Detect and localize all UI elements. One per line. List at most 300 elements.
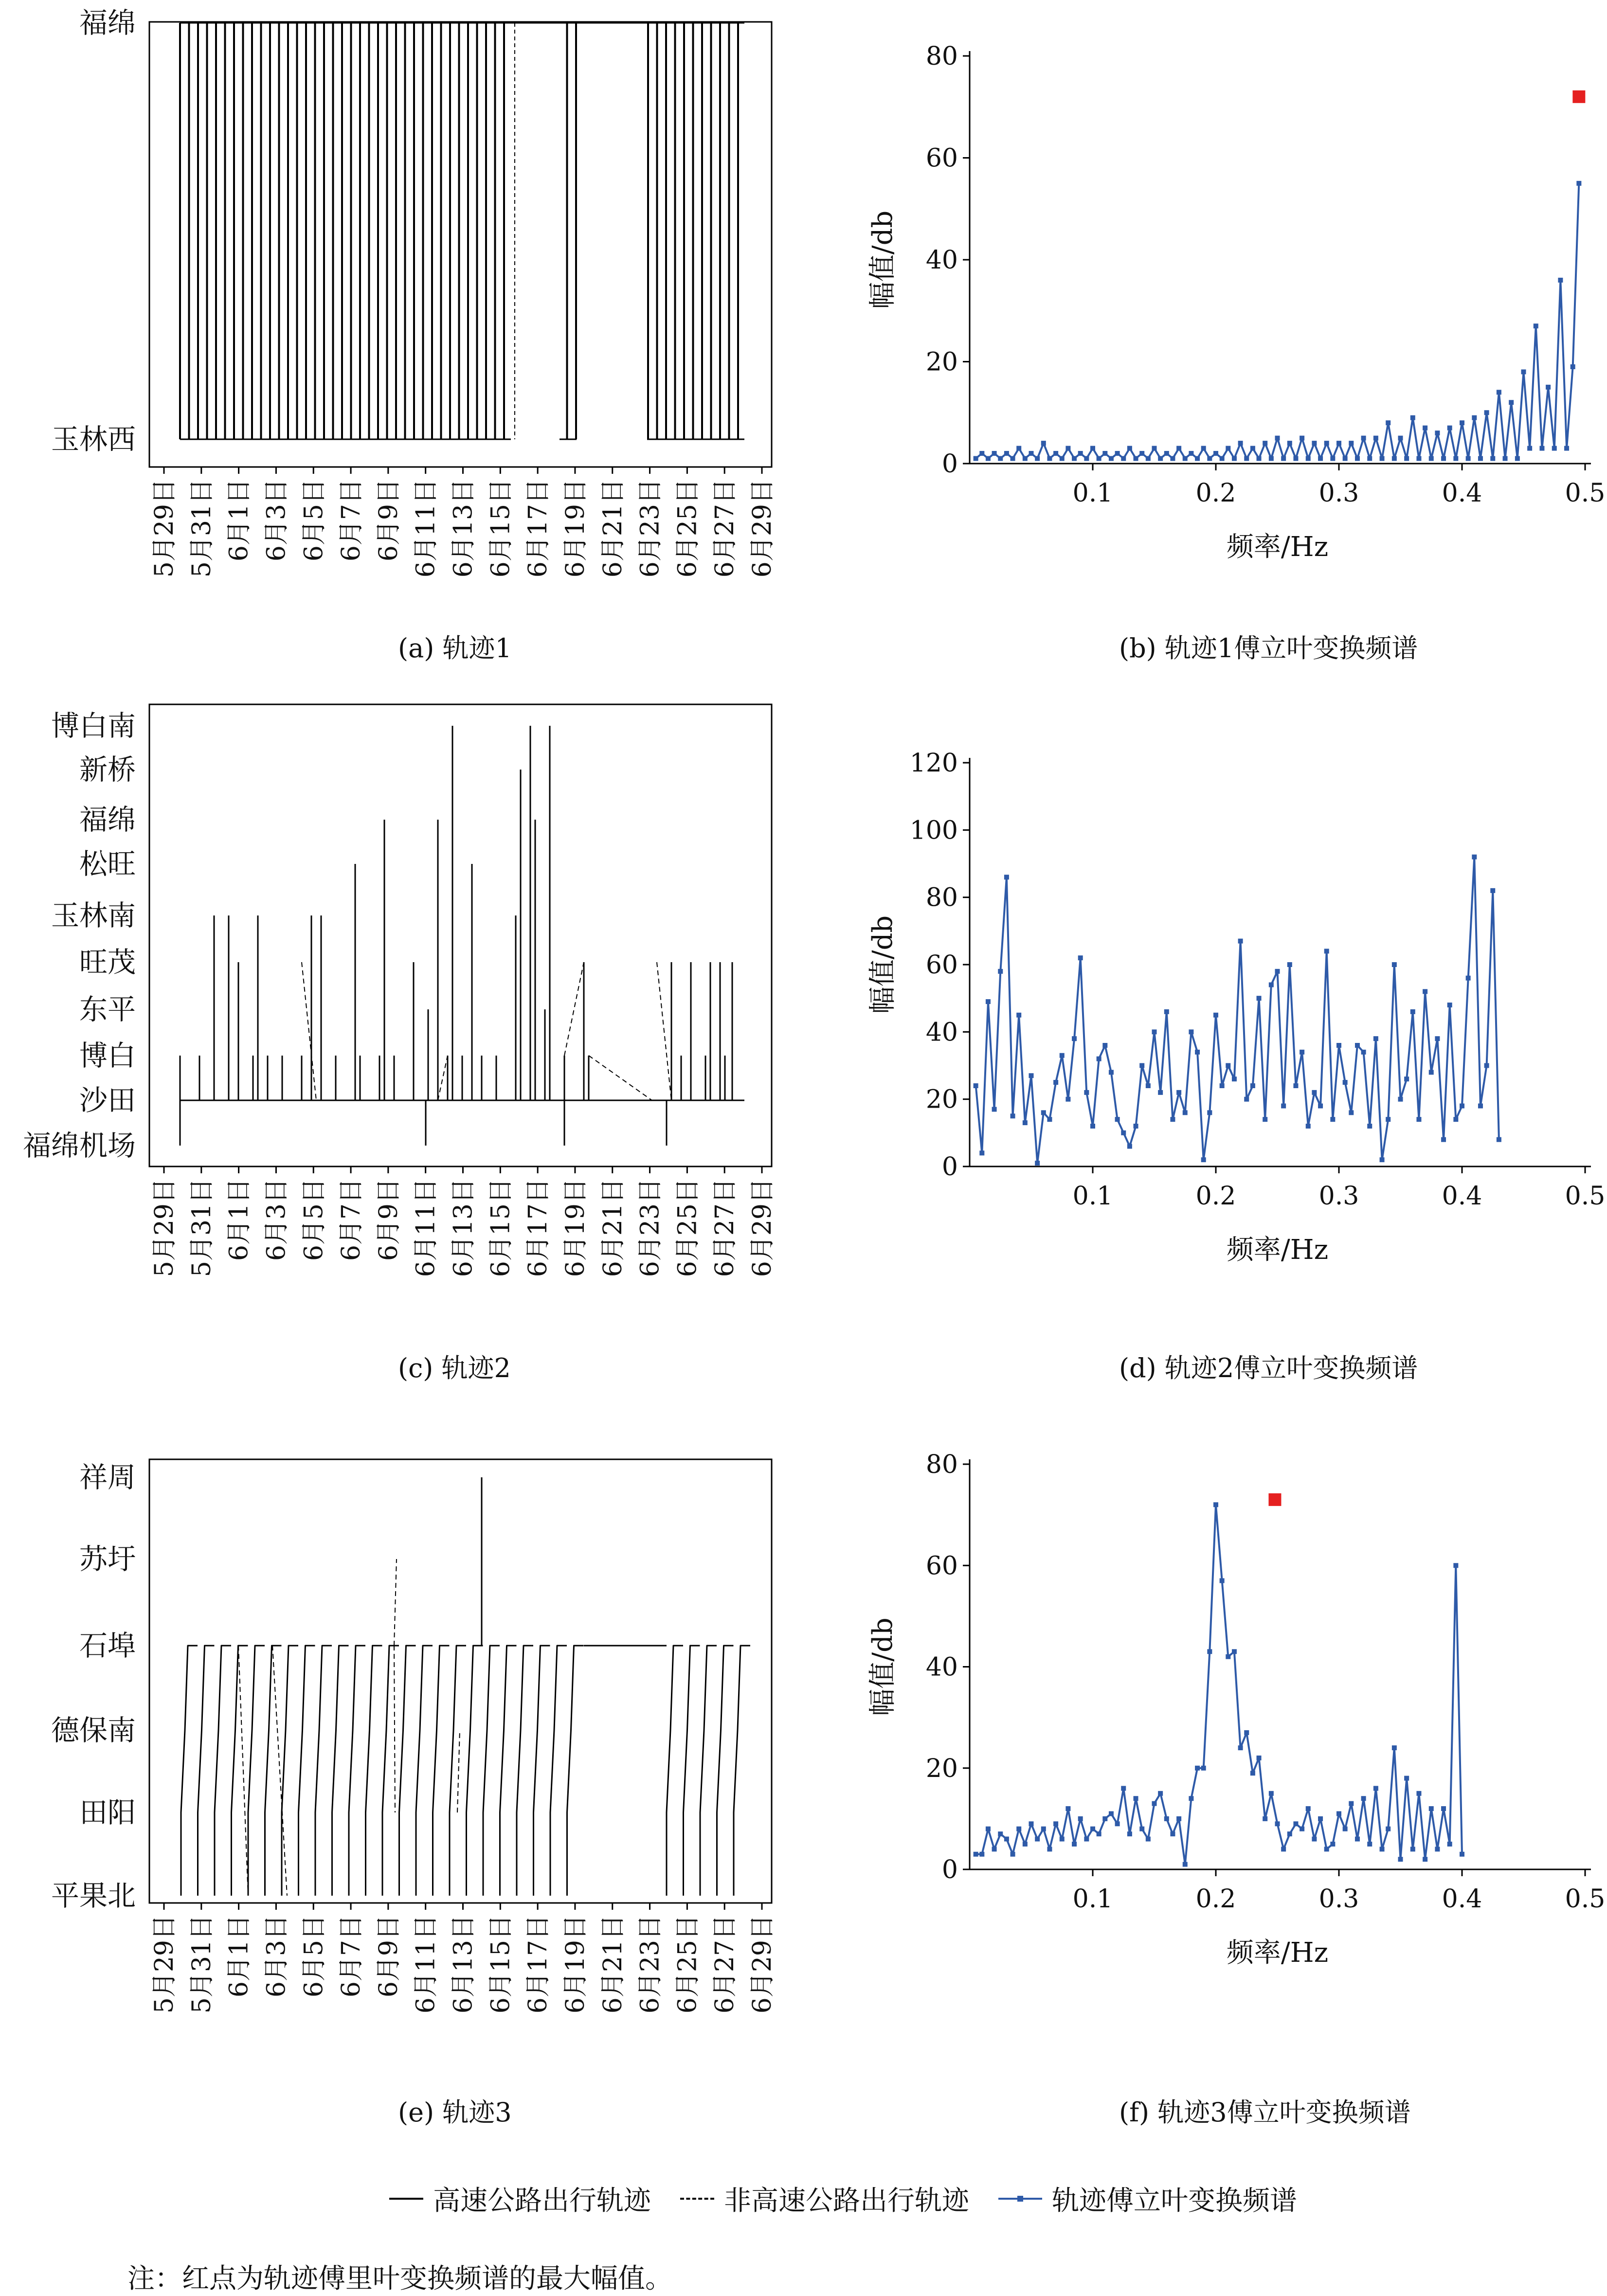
spectrum-point xyxy=(1060,1053,1065,1058)
spectrum-point xyxy=(1472,415,1477,420)
spectrum-point xyxy=(1330,456,1335,461)
spectrum-point xyxy=(1232,1649,1237,1654)
date-label: 5月31日 xyxy=(187,479,217,578)
spectrum-line xyxy=(976,1505,1462,1864)
spectrum-point xyxy=(1404,456,1409,461)
spectrum-point xyxy=(1429,456,1434,461)
spectrum-point xyxy=(1435,1036,1440,1041)
spectrum-point xyxy=(1263,441,1267,446)
spectrum-point xyxy=(1355,1837,1360,1842)
date-label: 6月15日 xyxy=(486,479,516,578)
spectrum-point xyxy=(1004,875,1009,879)
highway-dwell-lines xyxy=(180,23,744,439)
y-tick-label: 0 xyxy=(941,449,958,479)
spectrum-point xyxy=(1109,456,1114,461)
spectrum-point xyxy=(1576,181,1581,186)
spectrum-point xyxy=(1164,451,1169,456)
date-label: 6月1日 xyxy=(224,479,254,562)
spectrum-point xyxy=(1515,456,1520,461)
spectrum-point xyxy=(1423,426,1427,430)
legend-spectrum-label: 轨迹傅立叶变换频谱 xyxy=(1052,2185,1297,2217)
station-label: 德保南 xyxy=(51,1714,136,1747)
spectrum-point xyxy=(1287,1831,1292,1836)
x-axis-label: 频率/Hz xyxy=(1226,1937,1329,1969)
spectrum-point xyxy=(1047,456,1052,461)
spectrum-point xyxy=(1398,1097,1403,1102)
spectrum-point xyxy=(1336,1811,1341,1816)
spectrum-point xyxy=(1176,446,1181,451)
spectrum-point xyxy=(1072,456,1077,461)
date-label: 6月11日 xyxy=(411,1915,441,2014)
date-label: 6月9日 xyxy=(374,479,403,562)
spectrum-point xyxy=(1429,1806,1434,1811)
spectrum-point xyxy=(1355,1043,1360,1048)
spectrum-point xyxy=(1115,451,1120,456)
spectrum-point xyxy=(1029,1073,1034,1078)
date-label: 6月9日 xyxy=(374,1915,403,1998)
spectrum-point xyxy=(1121,456,1126,461)
spectrum-point xyxy=(1275,436,1280,441)
date-label: 5月31日 xyxy=(187,1178,217,1277)
spectrum-point xyxy=(1207,456,1212,461)
spectrum-point xyxy=(1552,446,1557,451)
spectrum-point xyxy=(1521,369,1526,374)
spectrum-point xyxy=(1029,1821,1034,1826)
spectrum-point xyxy=(1423,1857,1427,1862)
spectrum-point xyxy=(1170,456,1175,461)
spectrum-point xyxy=(1232,1076,1237,1081)
spectrum-point xyxy=(974,1083,978,1088)
station-label: 玉林西 xyxy=(51,423,136,456)
panel-b-track1-spectrum xyxy=(867,42,1605,563)
spectrum-point xyxy=(1164,1009,1169,1014)
date-label: 6月19日 xyxy=(560,479,590,578)
spectrum-point xyxy=(1361,1050,1366,1055)
spectrum-point xyxy=(1367,1842,1372,1847)
spectrum-point xyxy=(1392,1745,1397,1750)
spectrum-point xyxy=(1201,1157,1206,1162)
legend-highway-label: 高速公路出行轨迹 xyxy=(433,2185,651,2217)
spectrum-point xyxy=(992,1847,997,1851)
peak-marker xyxy=(1572,90,1585,103)
highway-trip-lines xyxy=(181,1477,750,1896)
spectrum-point xyxy=(1127,1831,1132,1836)
spectrum-point xyxy=(1373,1036,1378,1041)
x-tick-label: 0.5 xyxy=(1565,1182,1606,1211)
spectrum-point xyxy=(1336,441,1341,446)
spectrum-point xyxy=(1109,1811,1114,1816)
spectrum-point xyxy=(1380,1157,1385,1162)
spectrum-point xyxy=(1084,1090,1089,1095)
spectrum-point xyxy=(1023,1842,1028,1847)
spectrum-point xyxy=(998,969,1003,974)
y-tick-label: 80 xyxy=(925,883,958,913)
spectrum-point xyxy=(1250,1771,1255,1776)
spectrum-point xyxy=(1090,446,1095,451)
spectrum-point xyxy=(1213,1013,1218,1018)
date-label: 6月21日 xyxy=(598,1915,628,2014)
spectrum-point xyxy=(1361,1796,1366,1801)
spectrum-point xyxy=(1139,1063,1144,1068)
y-axis-label: 幅值/db xyxy=(867,210,899,309)
spectrum-point xyxy=(1035,456,1040,461)
spectrum-point xyxy=(1300,1827,1304,1831)
spectrum-point xyxy=(1293,1821,1298,1826)
spectrum-point xyxy=(1509,400,1514,405)
spectrum-point xyxy=(1441,1806,1446,1811)
spectrum-point xyxy=(986,1827,991,1831)
spectrum-point xyxy=(1170,1117,1175,1122)
spectrum-point xyxy=(1011,1113,1015,1118)
date-label: 6月23日 xyxy=(635,1178,665,1277)
panel-c-track2 xyxy=(23,704,777,1277)
spectrum-point xyxy=(1373,1786,1378,1791)
y-tick-label: 60 xyxy=(925,1551,958,1581)
date-label: 6月5日 xyxy=(299,1915,329,1998)
spectrum-point xyxy=(979,1150,984,1155)
spectrum-point xyxy=(1318,456,1323,461)
spectrum-point xyxy=(1152,446,1157,451)
spectrum-point xyxy=(1349,1801,1354,1806)
spectrum-point xyxy=(998,1831,1003,1836)
spectrum-point xyxy=(1139,1827,1144,1831)
x-tick-label: 0.3 xyxy=(1318,479,1359,508)
spectrum-point xyxy=(1416,456,1421,461)
spectrum-point xyxy=(1029,451,1034,456)
spectrum-point xyxy=(1189,451,1193,456)
spectrum-point xyxy=(1158,1090,1163,1095)
spectrum-point xyxy=(1429,1070,1434,1075)
date-label: 6月17日 xyxy=(524,1178,553,1277)
date-label: 6月5日 xyxy=(299,1178,329,1261)
spectrum-point xyxy=(1072,1842,1077,1847)
spectrum-point xyxy=(1065,1097,1070,1102)
spectrum-point xyxy=(1047,1847,1052,1851)
date-label: 6月3日 xyxy=(262,479,291,562)
date-label: 6月17日 xyxy=(524,1915,553,2014)
y-tick-label: 0 xyxy=(941,1855,958,1884)
spectrum-point xyxy=(1441,456,1446,461)
caption-c: (c) 轨迹2 xyxy=(398,1353,511,1383)
spectrum-point xyxy=(992,1107,997,1112)
spectrum-point xyxy=(1416,1791,1421,1796)
x-tick-label: 0.2 xyxy=(1195,479,1236,508)
spectrum-point xyxy=(1060,1837,1065,1842)
spectrum-point xyxy=(1226,1063,1230,1068)
plot-frame xyxy=(149,1459,772,1903)
spectrum-point xyxy=(1306,1806,1311,1811)
date-label: 6月25日 xyxy=(673,479,703,578)
spectrum-point xyxy=(1047,1117,1052,1122)
caption-d: (d) 轨迹2傅立叶变换频谱 xyxy=(1119,1353,1418,1383)
station-label: 沙田 xyxy=(79,1084,136,1117)
x-axis-label: 频率/Hz xyxy=(1226,531,1329,563)
spectrum-point xyxy=(974,456,978,461)
spectrum-point xyxy=(1466,976,1471,981)
plot-frame xyxy=(149,704,772,1166)
spectrum-point xyxy=(1300,436,1304,441)
spectrum-point xyxy=(1250,446,1255,451)
spectrum-point xyxy=(1398,436,1403,441)
spectrum-point xyxy=(1257,456,1262,461)
x-tick-label: 0.2 xyxy=(1195,1182,1236,1211)
spectrum-point xyxy=(1447,426,1452,430)
date-label: 6月19日 xyxy=(560,1178,590,1277)
spectrum-point xyxy=(1152,1801,1157,1806)
spectrum-point xyxy=(1004,1837,1009,1842)
spectrum-point xyxy=(1201,1766,1206,1771)
spectrum-point xyxy=(1386,1117,1390,1122)
spectrum-point xyxy=(1115,1821,1120,1826)
spectrum-point xyxy=(1226,446,1230,451)
spectrum-point xyxy=(1281,456,1286,461)
spectrum-point xyxy=(1349,441,1354,446)
date-label: 5月29日 xyxy=(150,1178,179,1277)
spectrum-point xyxy=(1158,456,1163,461)
date-label: 6月1日 xyxy=(224,1178,254,1261)
spectrum-point xyxy=(1503,456,1508,461)
spectrum-point xyxy=(1257,996,1262,1001)
station-label: 松旺 xyxy=(79,847,136,880)
date-label: 6月1日 xyxy=(224,1915,254,1998)
date-label: 6月3日 xyxy=(262,1915,291,1998)
spectrum-point xyxy=(1065,446,1070,451)
spectrum-point xyxy=(1546,385,1551,390)
y-tick-label: 80 xyxy=(925,1450,958,1479)
spectrum-point xyxy=(1060,456,1065,461)
spectrum-point xyxy=(1324,1847,1329,1851)
spectrum-point xyxy=(1306,1124,1311,1129)
y-tick-label: 60 xyxy=(925,144,958,173)
x-tick-label: 0.4 xyxy=(1442,1182,1482,1211)
spectrum-point xyxy=(1263,1816,1267,1821)
y-tick-label: 80 xyxy=(925,42,958,71)
spectrum-point xyxy=(986,456,991,461)
date-label: 6月29日 xyxy=(748,1178,777,1277)
spectrum-point xyxy=(1097,456,1101,461)
spectrum-point xyxy=(1571,364,1575,369)
station-label: 祥周 xyxy=(79,1461,136,1494)
spectrum-point xyxy=(1343,456,1348,461)
spectrum-point xyxy=(1121,1130,1126,1135)
spectrum-point xyxy=(1367,1124,1372,1129)
caption-b: (b) 轨迹1傅立叶变换频谱 xyxy=(1119,633,1418,664)
y-tick-label: 40 xyxy=(925,1018,958,1047)
x-tick-label: 0.4 xyxy=(1442,479,1482,508)
spectrum-point xyxy=(1324,441,1329,446)
spectrum-point xyxy=(1349,1110,1354,1115)
date-label: 6月11日 xyxy=(411,1178,441,1277)
x-tick-label: 0.1 xyxy=(1072,479,1113,508)
y-tick-label: 20 xyxy=(925,1085,958,1114)
spectrum-point xyxy=(1453,1117,1458,1122)
spectrum-point xyxy=(1527,446,1532,451)
spectrum-point xyxy=(979,1852,984,1857)
x-tick-label: 0.4 xyxy=(1442,1884,1482,1914)
panel-e-track3 xyxy=(51,1459,777,2013)
non-highway-trip-lines xyxy=(302,962,671,1100)
date-label: 6月11日 xyxy=(411,479,441,578)
spectrum-point xyxy=(1472,855,1477,860)
y-tick-label: 120 xyxy=(909,749,958,778)
spectrum-point xyxy=(1398,1857,1403,1862)
spectrum-point xyxy=(1386,420,1390,425)
x-tick-label: 0.5 xyxy=(1565,479,1606,508)
spectrum-point xyxy=(1195,1050,1200,1055)
date-label: 6月29日 xyxy=(748,479,777,578)
date-label: 5月29日 xyxy=(150,479,179,578)
spectrum-point xyxy=(1447,1842,1452,1847)
spectrum-point xyxy=(1139,451,1144,456)
date-label: 6月21日 xyxy=(598,479,628,578)
spectrum-point xyxy=(1102,451,1107,456)
spectrum-point xyxy=(1244,456,1249,461)
spectrum-point xyxy=(1423,989,1427,994)
spectrum-point xyxy=(1269,983,1274,987)
y-tick-label: 40 xyxy=(925,246,958,275)
spectrum-point xyxy=(1380,1847,1385,1851)
spectrum-point xyxy=(1164,1816,1169,1821)
spectrum-point xyxy=(1497,390,1501,395)
legend-non-highway-line xyxy=(680,2198,714,2200)
spectrum-point xyxy=(1435,1847,1440,1851)
spectrum-point xyxy=(1416,1117,1421,1122)
spectrum-point xyxy=(1293,456,1298,461)
spectrum-point xyxy=(1146,1837,1151,1842)
spectrum-point xyxy=(1367,456,1372,461)
spectrum-point xyxy=(1263,1117,1267,1122)
spectrum-point xyxy=(1176,1816,1181,1821)
spectrum-point xyxy=(1053,451,1058,456)
spectrum-point xyxy=(1534,323,1538,328)
spectrum-point xyxy=(1453,1563,1458,1568)
x-tick-label: 0.1 xyxy=(1072,1182,1113,1211)
spectrum-point xyxy=(1453,456,1458,461)
spectrum-point xyxy=(1281,1104,1286,1109)
caption-f: (f) 轨迹3傅立叶变换频谱 xyxy=(1119,2097,1411,2128)
y-tick-label: 40 xyxy=(925,1652,958,1682)
spectrum-point xyxy=(1016,1013,1021,1018)
spectrum-point xyxy=(1041,441,1046,446)
spectrum-point xyxy=(1090,1124,1095,1129)
x-tick-label: 0.3 xyxy=(1318,1884,1359,1914)
spectrum-point xyxy=(1232,456,1237,461)
spectrum-point xyxy=(1460,420,1464,425)
spectrum-point xyxy=(1269,1791,1274,1796)
spectrum-point xyxy=(1127,446,1132,451)
spectrum-point xyxy=(1011,1852,1015,1857)
spectrum-point xyxy=(1097,1057,1101,1061)
spectrum-point xyxy=(1213,1502,1218,1507)
y-tick-label: 20 xyxy=(925,347,958,377)
spectrum-point xyxy=(1404,1776,1409,1781)
spectrum-point xyxy=(1312,441,1317,446)
legend xyxy=(389,2179,1297,2218)
spectrum-point xyxy=(1121,1786,1126,1791)
spectrum-point xyxy=(1343,1827,1348,1831)
spectrum-point xyxy=(1183,1110,1188,1115)
spectrum-point xyxy=(1257,1756,1262,1760)
date-label: 6月7日 xyxy=(337,479,366,562)
spectrum-point xyxy=(1244,1730,1249,1735)
spectrum-point xyxy=(1490,888,1495,893)
spectrum-point xyxy=(1158,1791,1163,1796)
highway-trip-lines xyxy=(180,726,744,1146)
station-label: 苏圩 xyxy=(79,1543,136,1576)
spectrum-point xyxy=(1386,1827,1390,1831)
spectrum-point xyxy=(1195,456,1200,461)
date-label: 5月31日 xyxy=(187,1915,217,2014)
date-label: 6月19日 xyxy=(560,1915,590,2014)
spectrum-point xyxy=(1564,446,1569,451)
spectrum-point xyxy=(1380,456,1385,461)
spectrum-point xyxy=(1041,1110,1046,1115)
spectrum-point xyxy=(1373,436,1378,441)
spectrum-point xyxy=(998,456,1003,461)
spectrum-point xyxy=(1041,1827,1046,1831)
spectrum-point xyxy=(1293,1083,1298,1088)
x-tick-label: 0.1 xyxy=(1072,1884,1113,1914)
station-label: 福绵 xyxy=(79,803,136,836)
spectrum-point xyxy=(1343,1080,1348,1085)
spectrum-point xyxy=(1035,1837,1040,1842)
spectrum-point xyxy=(1404,1076,1409,1081)
y-tick-label: 0 xyxy=(941,1152,958,1182)
spectrum-point xyxy=(1484,1063,1489,1068)
spectrum-point xyxy=(1392,962,1397,967)
spectrum-point xyxy=(1189,1796,1193,1801)
spectrum-point xyxy=(1410,415,1415,420)
spectrum-point xyxy=(1084,456,1089,461)
spectrum-point xyxy=(1435,430,1440,435)
spectrum-point xyxy=(1275,1821,1280,1826)
caption-e: (e) 轨迹3 xyxy=(398,2097,512,2128)
spectrum-point xyxy=(1447,1003,1452,1007)
station-label: 福绵 xyxy=(79,6,136,39)
station-label: 旺茂 xyxy=(79,946,136,979)
station-label: 博白南 xyxy=(51,709,136,742)
highway-trip-lines xyxy=(180,23,738,439)
spectrum-point xyxy=(1287,441,1292,446)
spectrum-point xyxy=(1220,1083,1225,1088)
spectrum-point xyxy=(1281,1847,1286,1851)
x-axis-label: 频率/Hz xyxy=(1226,1234,1329,1266)
date-label: 6月29日 xyxy=(748,1915,777,2014)
spectrum-point xyxy=(1065,1806,1070,1811)
date-label: 6月27日 xyxy=(710,1178,740,1277)
figure-note: 注：红点为轨迹傅里叶变换频谱的最大幅值。 xyxy=(127,2263,672,2295)
panel-d-track2-spectrum xyxy=(867,749,1605,1266)
spectrum-point xyxy=(1484,410,1489,415)
date-label: 6月13日 xyxy=(449,1915,478,2014)
spectrum-point xyxy=(1275,969,1280,974)
spectrum-point xyxy=(1497,1137,1501,1142)
spectrum-point xyxy=(986,999,991,1004)
spectrum-point xyxy=(1102,1043,1107,1048)
date-label: 6月23日 xyxy=(635,1915,665,2014)
spectrum-point xyxy=(1078,1816,1083,1821)
spectrum-point xyxy=(1300,1050,1304,1055)
spectrum-point xyxy=(1226,1654,1230,1659)
legend-spectrum-marker xyxy=(998,2195,1042,2202)
spectrum-point xyxy=(1146,456,1151,461)
spectrum-point xyxy=(1072,1036,1077,1041)
spectrum-point xyxy=(1306,456,1311,461)
spectrum-point xyxy=(1478,1104,1483,1109)
spectrum-point xyxy=(1558,278,1563,283)
spectrum-point xyxy=(1183,456,1188,461)
spectrum-point xyxy=(1127,1144,1132,1149)
